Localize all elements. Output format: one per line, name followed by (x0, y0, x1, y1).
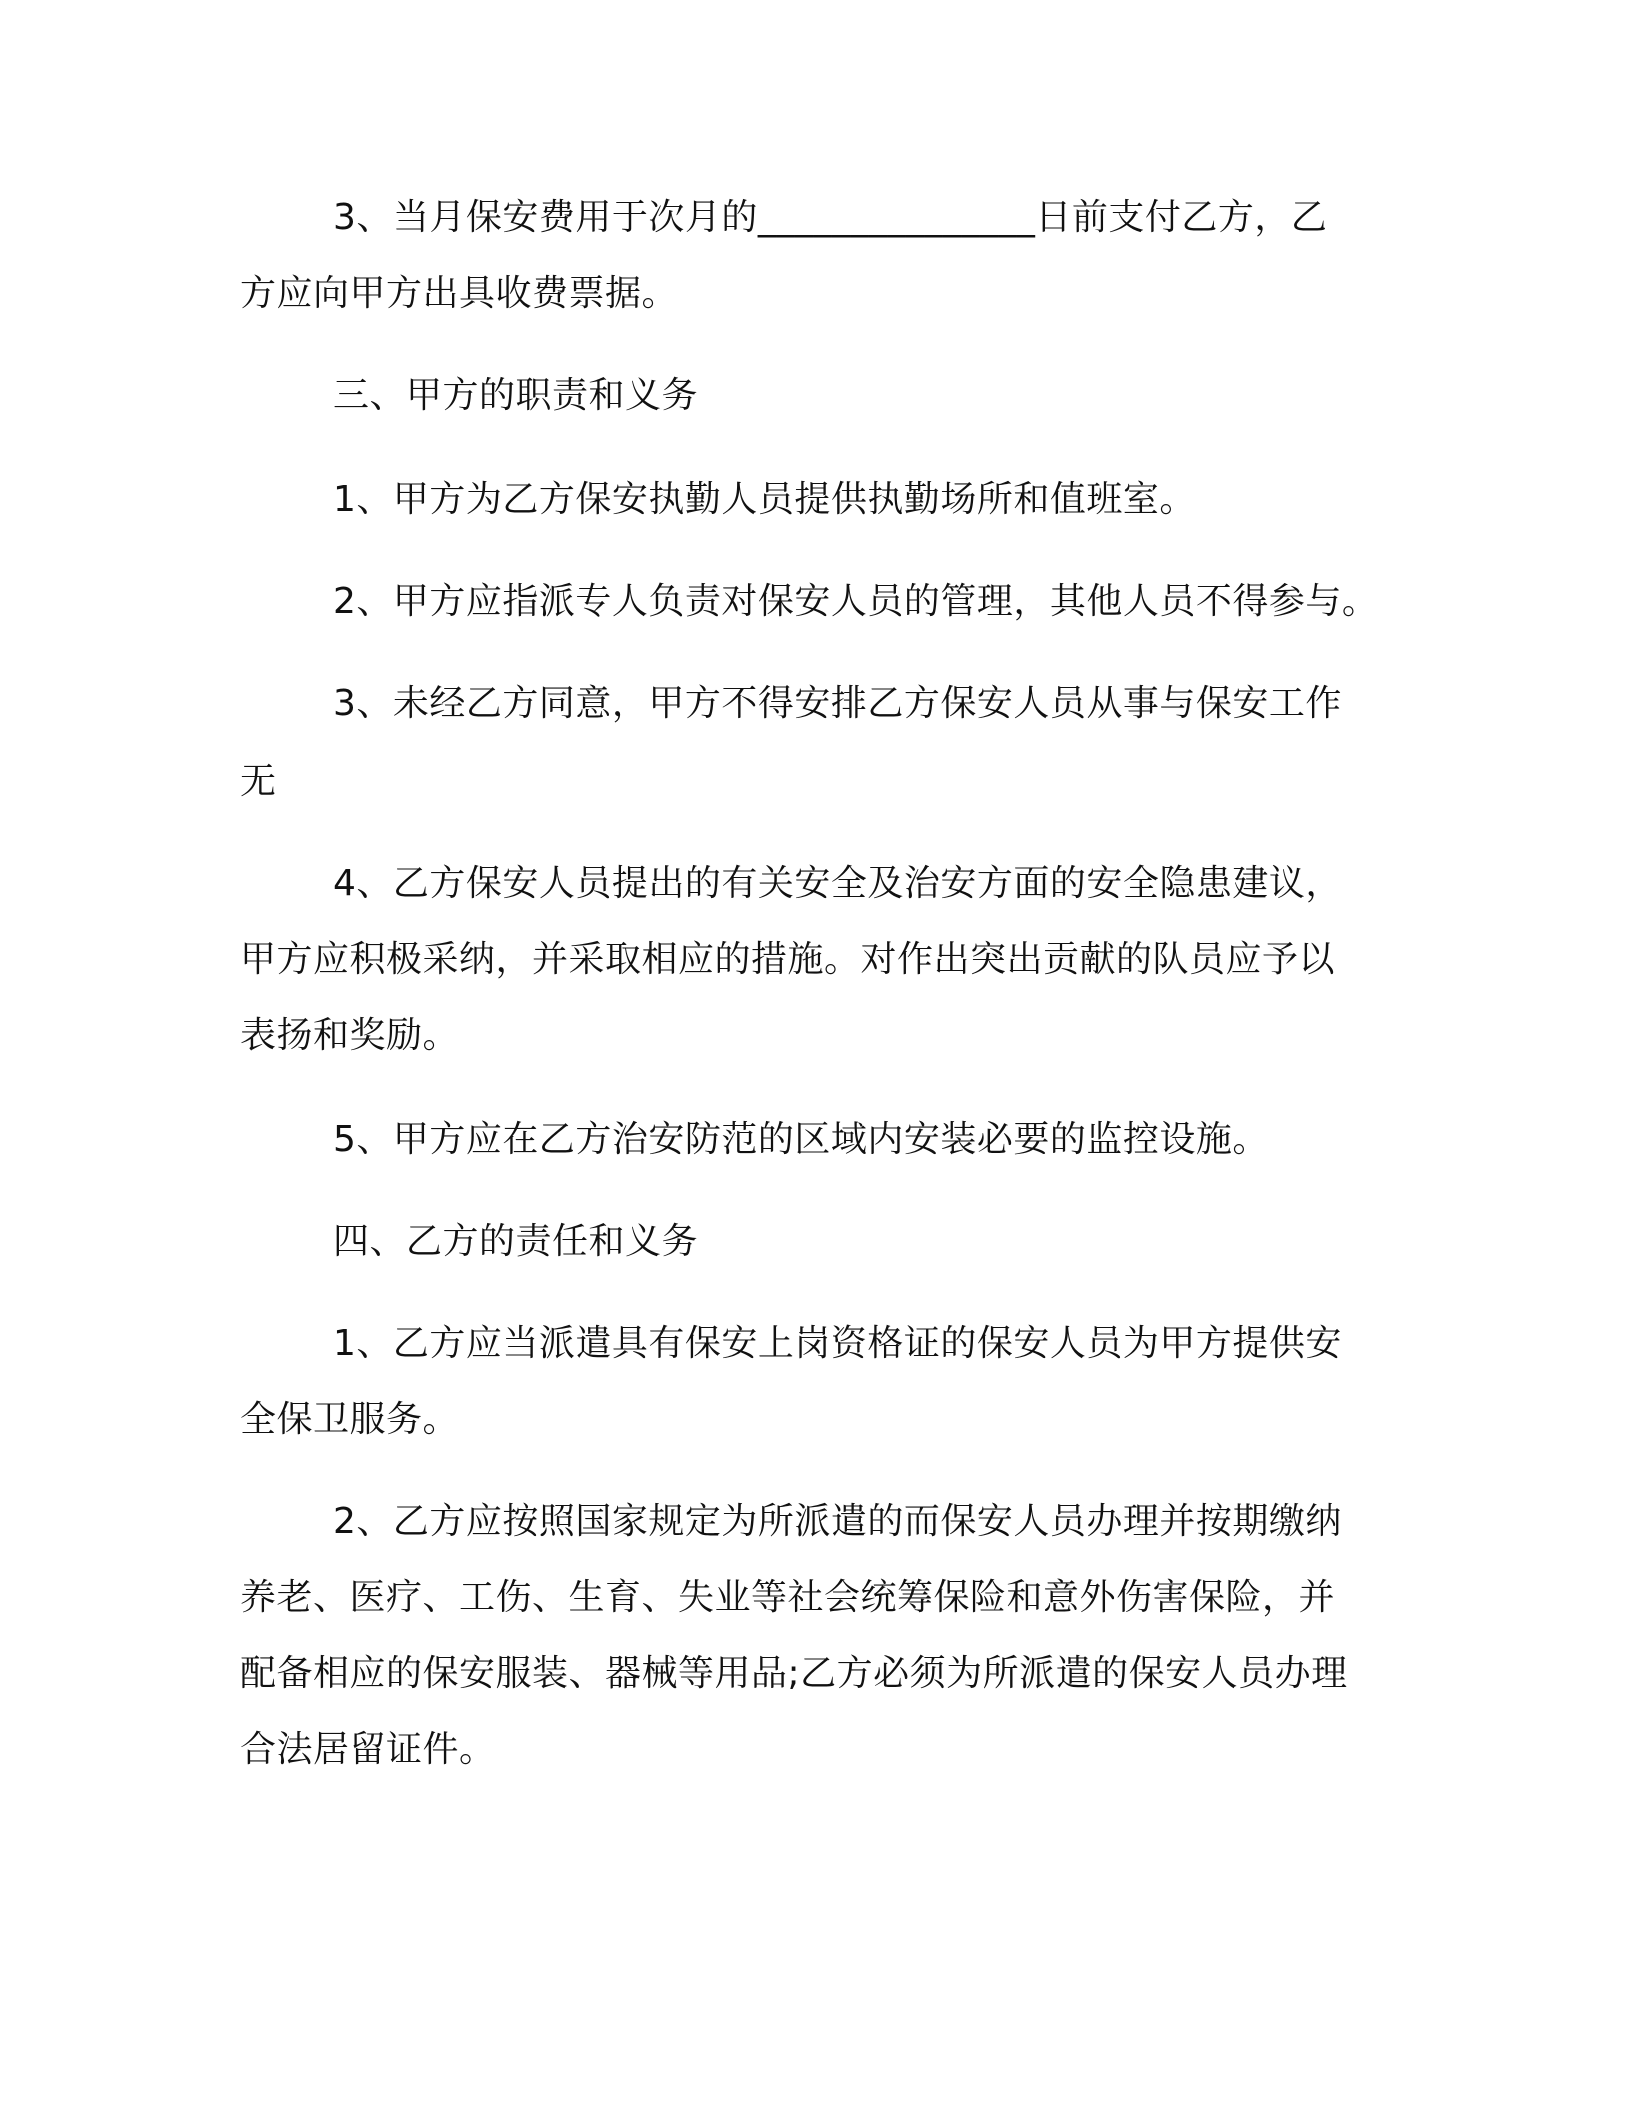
paragraph-line: 4、乙方保安人员提出的有关安全及治安方面的安全隐患建议， (333, 863, 1342, 904)
paragraph-line: 2、乙方应按照国家规定为所派遣的而保安人员办理并按期缴纳 (333, 1501, 1342, 1542)
paragraph-line: 1、乙方应当派遣具有保安上岗资格证的保安人员为甲方提供安 (333, 1323, 1342, 1364)
paragraph-line: 3、未经乙方同意，甲方不得安排乙方保安人员从事与保安工作 (333, 683, 1342, 724)
section-heading: 四、乙方的责任和义务 (333, 1221, 699, 1262)
paragraph-line: 配备相应的保安服装、器械等用品;乙方必须为所派遣的保安人员办理 (240, 1653, 1348, 1694)
paragraph-line: 养老、医疗、工伤、生育、失业等社会统筹保险和意外伤害保险，并 (240, 1577, 1336, 1618)
paragraph-line: 合法居留证件。 (240, 1729, 496, 1770)
paragraph-line: 无 (240, 761, 277, 802)
paragraph-line: 甲方应积极采纳，并采取相应的措施。对作出突出贡献的队员应予以 (240, 939, 1336, 980)
paragraph-line: 3、当月保安费用于次月的_______________日前支付乙方，乙 (333, 197, 1328, 238)
section-heading: 三、甲方的职责和义务 (333, 375, 699, 416)
paragraph-line: 1、甲方为乙方保安执勤人员提供执勤场所和值班室。 (333, 479, 1196, 520)
paragraph-line: 表扬和奖励。 (240, 1015, 460, 1056)
paragraph-line: 方应向甲方出具收费票据。 (240, 273, 679, 314)
paragraph-line: 5、甲方应在乙方治安防范的区域内安装必要的监控设施。 (333, 1119, 1269, 1160)
paragraph-line: 2、甲方应指派专人负责对保安人员的管理，其他人员不得参与。 (333, 581, 1379, 622)
paragraph-line: 全保卫服务。 (240, 1399, 460, 1440)
